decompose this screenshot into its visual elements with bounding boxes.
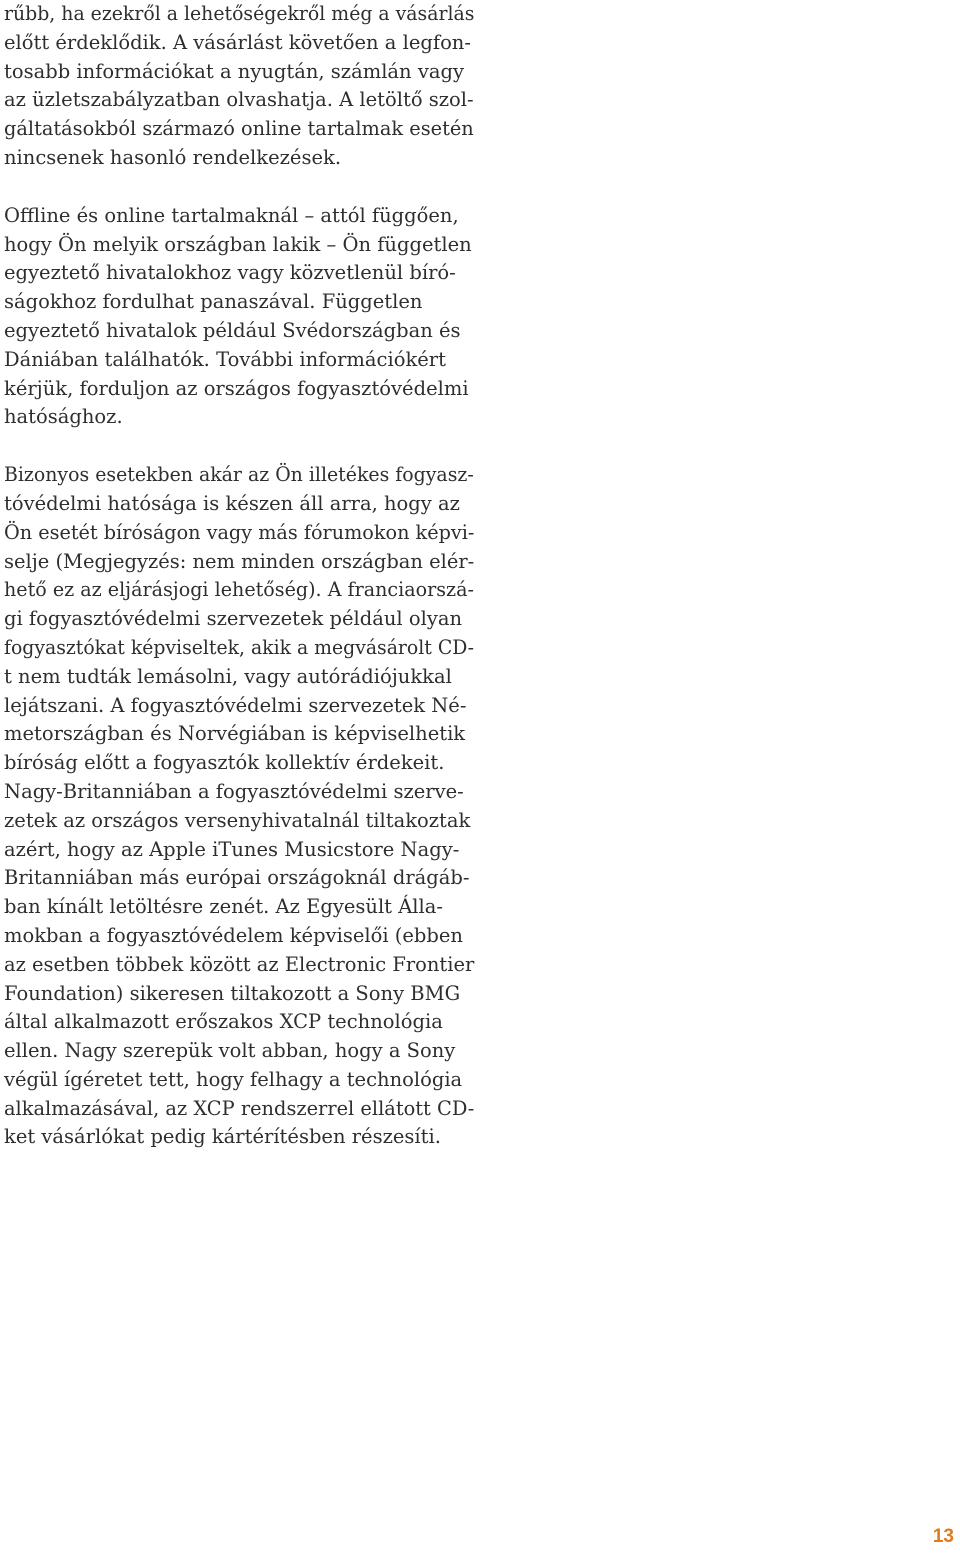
- paragraph-2: [4, 202, 474, 432]
- text-line: bíróság előtt a fogyasztók kollektív érdekeit.: [4, 751, 445, 775]
- text-line: által alkalmazott erőszakos XCP technológia: [4, 1010, 443, 1034]
- body-text-column: [4, 0, 474, 1181]
- text-line: az esetben többek között az Electronic Frontier: [4, 952, 475, 976]
- text-line: tóvédelmi hatósága is készen áll arra, hogy az: [4, 491, 460, 515]
- text-line: Dániában találhatók. További információkért: [4, 347, 446, 371]
- text-line: fogyasztókat képviseltek, akik a megvásárolt CD-: [4, 635, 475, 659]
- text-line: azért, hogy az Apple iTunes Musicstore Nagy-: [4, 837, 460, 861]
- text-line: Offline és online tartalmaknál – attól függően,: [4, 203, 459, 227]
- text-line: hatósághoz.: [4, 405, 123, 429]
- text-line: Britanniában más európai országoknál drágáb-: [4, 866, 470, 890]
- text-line: alkalmazásával, az XCP rendszerrel ellátott CD-: [4, 1096, 475, 1120]
- text-line: ellen. Nagy szerepük volt abban, hogy a Sony: [4, 1039, 456, 1063]
- text-line: tosabb információkat a nyugtán, számlán vagy: [4, 59, 464, 83]
- text-line: egyeztető hivatalokhoz vagy közvetlenül bíró-: [4, 261, 456, 285]
- text-line: ságokhoz fordulhat panaszával. Független: [4, 290, 423, 314]
- text-line: végül ígéretet tett, hogy felhagy a technológia: [4, 1067, 463, 1091]
- text-line: gi fogyasztóvédelmi szervezetek például olyan: [4, 607, 463, 631]
- text-line: Nagy-Britanniában a fogyasztóvédelmi szerve-: [4, 779, 464, 803]
- text-line: ket vásárlókat pedig kártérítésben részesíti.: [4, 1125, 441, 1149]
- text-line: gáltatásokból származó online tartalmak esetén: [4, 117, 474, 141]
- text-line: ban kínált letöltésre zenét. Az Egyesült Álla-: [4, 895, 443, 919]
- text-line: kérjük, forduljon az országos fogyasztóvédelmi: [4, 376, 469, 400]
- text-line: hogy Ön melyik országban lakik – Ön független: [4, 232, 472, 256]
- text-line: rűbb, ha ezekről a lehetőségekről még a vásárlás: [4, 2, 475, 25]
- text-line: Ön esetét bíróságon vagy más fórumokon képvi-: [4, 520, 475, 544]
- text-line: metországban és Norvégiában is képviselhetik: [4, 722, 466, 746]
- text-line: lejátszani. A fogyasztóvédelmi szervezetek Né-: [4, 693, 467, 717]
- text-line: előtt érdeklődik. A vásárlást követően a legfon-: [4, 30, 471, 54]
- page-number: 13: [932, 1526, 954, 1547]
- text-line: hető ez az eljárásjogi lehetőség). A franciaorszá-: [4, 578, 474, 602]
- text-line: egyeztető hivatalok például Svédországban és: [4, 318, 461, 342]
- text-line: t nem tudták lemásolni, vagy autórádiójukkal: [4, 664, 452, 688]
- text-line: az üzletszabályzatban olvashatja. A letöltő szol-: [4, 88, 474, 112]
- paragraph-1: [4, 0, 474, 173]
- text-line: nincsenek hasonló rendelkezések.: [4, 145, 342, 169]
- paragraph-3: [4, 461, 474, 1152]
- text-line: selje (Megjegyzés: nem minden országban elér-: [4, 549, 475, 573]
- text-line: Foundation) sikeresen tiltakozott a Sony BMG: [4, 981, 461, 1005]
- text-line: Bizonyos esetekben akár az Ön illetékes fogyasz-: [4, 463, 474, 487]
- text-line: mokban a fogyasztóvédelem képviselői (ebben: [4, 923, 463, 947]
- text-line: zetek az országos versenyhivatalnál tiltakoztak: [4, 808, 471, 832]
